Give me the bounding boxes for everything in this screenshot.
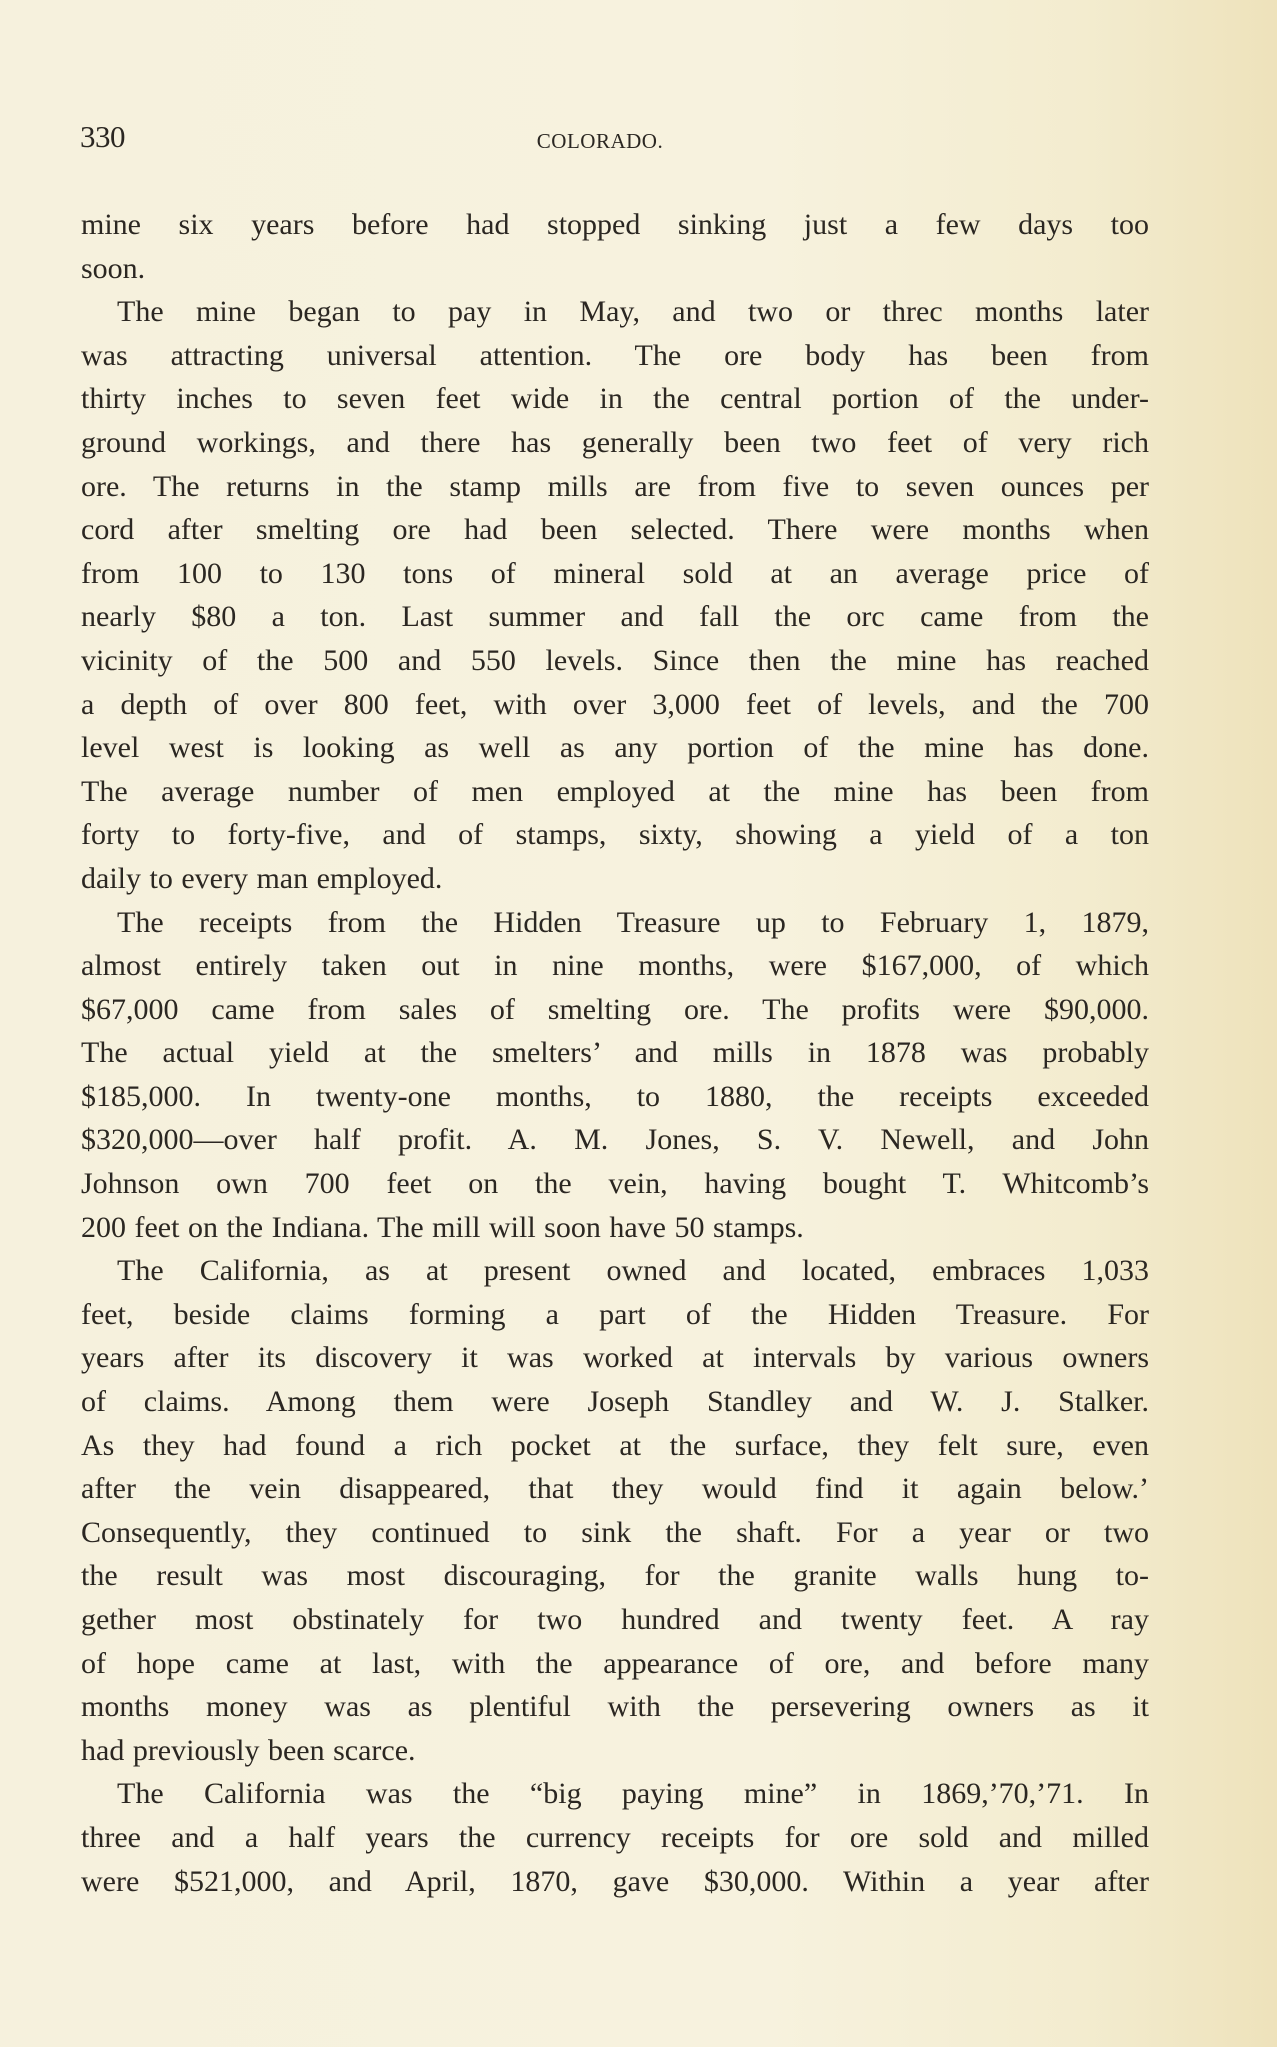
text-line: the result was most discouraging, for the granite walls hung to- [81, 1559, 1149, 1593]
text-line: The California, as at present owned and located, embraces 1,033 [117, 1254, 1149, 1288]
text-line: vicinity of the 500 and 550 levels. Since then the mine has reached [81, 643, 1149, 677]
text-line: Johnson own 700 feet on the vein, having bought T. Whitcomb’s [81, 1167, 1149, 1201]
text-line: ground workings, and there has generally been two feet of very rich [81, 425, 1149, 459]
text-line: $320,000—over half profit. A. M. Jones, S. V. Newell, and John [81, 1123, 1149, 1157]
text-line: $67,000 came from sales of smelting ore. The profits were $90,000. [81, 992, 1149, 1026]
text-line: The California was the “big paying mine” in 1869,’70,’71. In [117, 1777, 1149, 1811]
text-line: months money was as plentiful with the persevering owners as it [81, 1690, 1149, 1724]
paragraph [81, 901, 1149, 1250]
text-line: of hope came at last, with the appearance of ore, and before many [81, 1646, 1149, 1680]
text-line: years after its discovery it was worked at intervals by various owners [81, 1341, 1149, 1375]
text-line: a depth of over 800 feet, with over 3,000 feet of levels, and the 700 [81, 687, 1149, 721]
text-line: ore. The returns in the stamp mills are from five to seven ounces per [81, 469, 1149, 503]
text-line: nearly $80 a ton. Last summer and fall the orc came from the [81, 600, 1149, 634]
paragraph [81, 290, 1149, 900]
text-line: As they had found a rich pocket at the surface, they felt sure, even [81, 1428, 1149, 1462]
text-line: The receipts from the Hidden Treasure up to February 1, 1879, [117, 905, 1149, 939]
text-line: mine six years before had stopped sinking just a few days too [81, 208, 1149, 241]
text-line: soon. [81, 251, 146, 285]
paragraph [81, 203, 1149, 290]
paragraph [81, 1249, 1149, 1772]
text-line: almost entirely taken out in nine months, were $167,000, of which [81, 949, 1149, 983]
text-line: level west is looking as well as any portion of the mine has done. [81, 731, 1149, 765]
text-line: of claims. Among them were Joseph Standley and W. J. Stalker. [81, 1385, 1149, 1419]
text-line: The actual yield at the smelters’ and mills in 1878 was probably [81, 1036, 1149, 1070]
paragraph [81, 1772, 1149, 1903]
running-head: COLORADO. [536, 129, 664, 153]
text-line: after the vein disappeared, that they would find it again below.’ [81, 1472, 1149, 1506]
text-line: The average number of men employed at the mine has been from [81, 774, 1149, 808]
text-line: Consequently, they continued to sink the shaft. For a year or two [81, 1515, 1149, 1549]
text-line: forty to forty-five, and of stamps, sixty, showing a yield of a ton [81, 818, 1149, 852]
text-line: thirty inches to seven feet wide in the central portion of the under- [81, 382, 1149, 416]
text-line: $185,000. In twenty-one months, to 1880, the receipts exceeded [81, 1079, 1149, 1113]
text-line: feet, beside claims forming a part of the Hidden Treasure. For [81, 1297, 1149, 1331]
text-line: cord after smelting ore had been selected. There were months when [81, 513, 1149, 547]
text-line: daily to every man employed. [81, 861, 443, 895]
text-line: gether most obstinately for two hundred and twenty feet. A ray [81, 1603, 1149, 1636]
text-line: had previously been scarce. [81, 1733, 416, 1767]
text-line: three and a half years the currency receipts for ore sold and milled [81, 1820, 1149, 1854]
text-line: from 100 to 130 tons of mineral sold at an average price of [81, 556, 1149, 590]
text-line: 200 feet on the Indiana. The mill will soon have 50 stamps. [81, 1210, 804, 1244]
text-line: were $521,000, and April, 1870, gave $30,000. Within a year after [81, 1864, 1149, 1898]
text-line: was attracting universal attention. The ore body has been from [81, 338, 1149, 372]
body-text [81, 203, 1149, 1903]
text-line: The mine began to pay in May, and two or threc months later [117, 295, 1149, 329]
page-number: 330 [80, 119, 125, 154]
